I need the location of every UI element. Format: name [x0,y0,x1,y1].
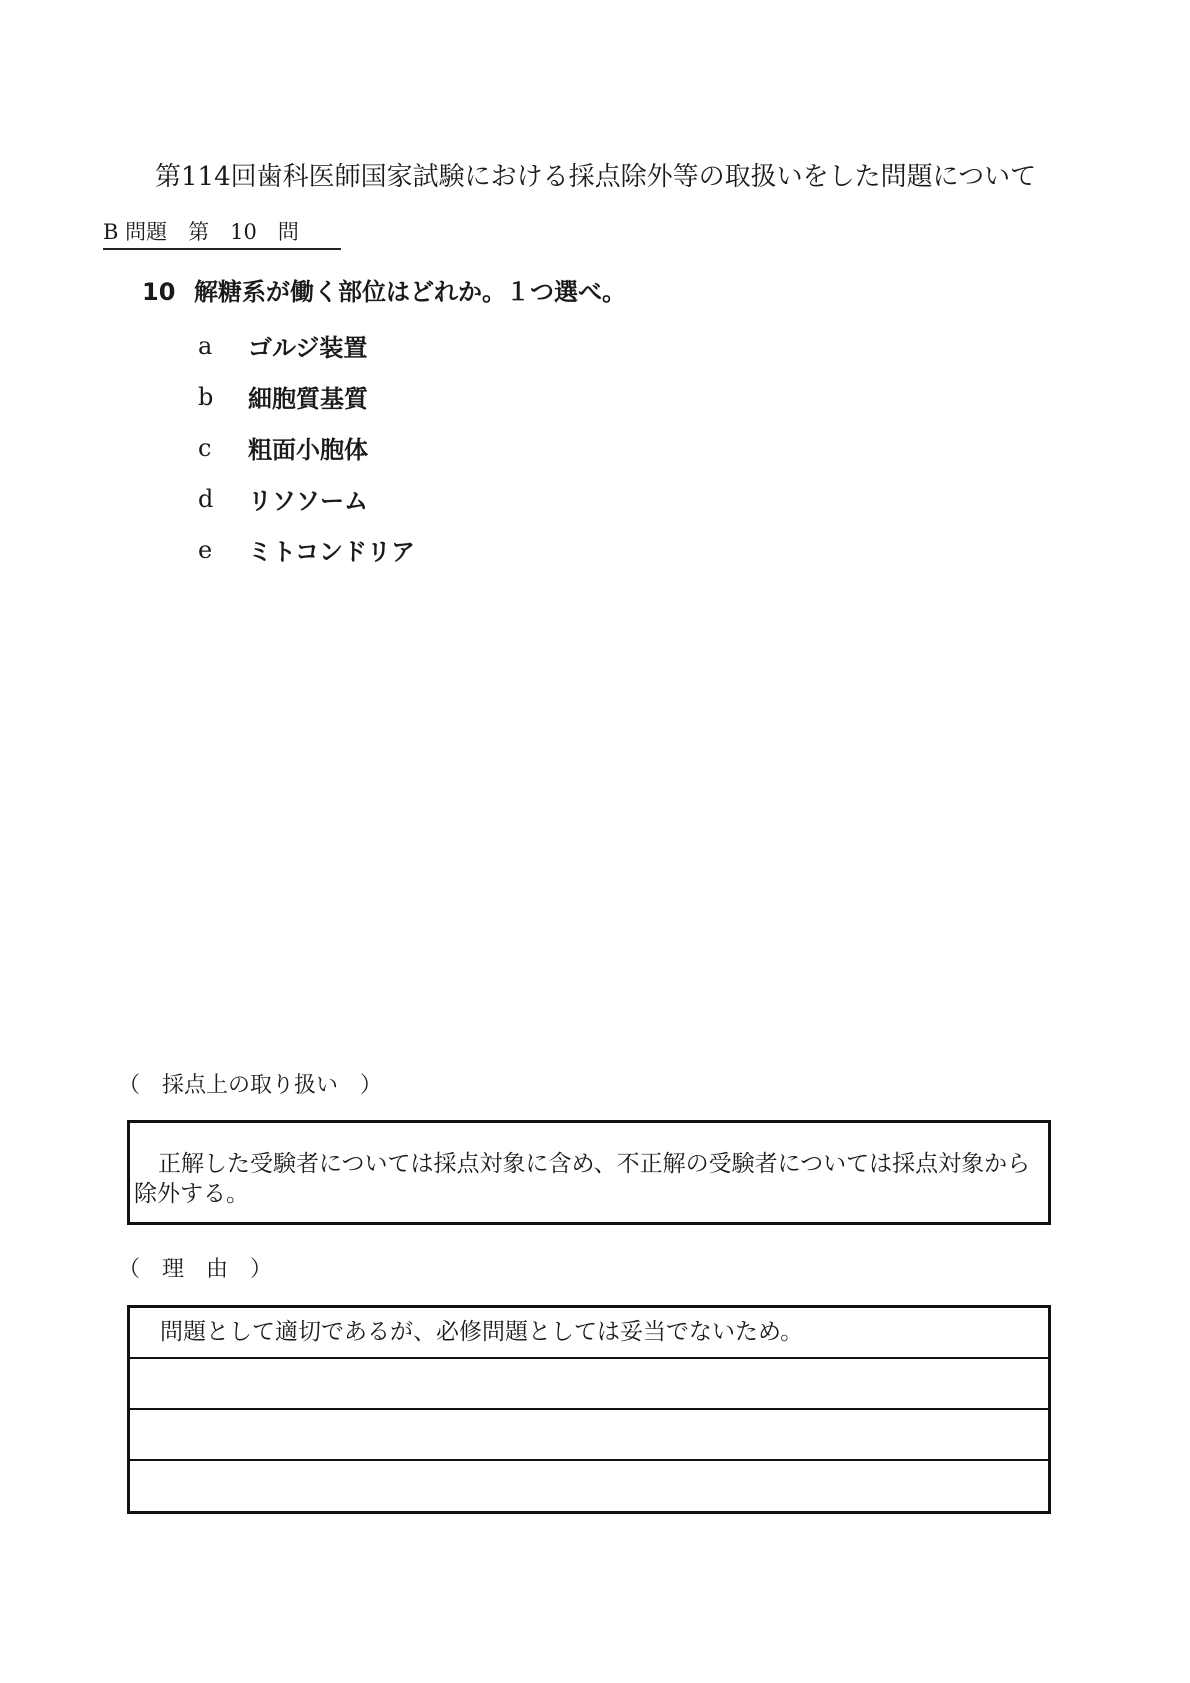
choice-letter: d [198,484,214,513]
reason-section-label: （ 理 由 ） [118,1257,273,1282]
choice-text: ゴルジ装置 [248,334,368,362]
choice-letter: b [198,382,214,411]
reason-row [130,1461,1048,1512]
page-title: 第114回歯科医師国家試験における採点除外等の取扱いをした問題について [155,162,1037,192]
handling-box [127,1120,1051,1225]
choice-list [198,320,415,575]
reason-row [130,1410,1048,1461]
reason-box [127,1305,1051,1514]
choice-letter: c [198,433,212,462]
choice-text: ミトコンドリア [248,538,416,566]
question-reference: B 問題 第 10 問 [103,216,341,250]
question-number: 10 [142,278,176,306]
reason-row: 問題として適切であるが、必修問題としては妥当でないため。 [130,1308,1048,1359]
choice-e [198,524,415,575]
choice-d [198,473,415,524]
question-stem [142,272,626,307]
choice-c [198,422,415,473]
choice-text: リソソーム [248,487,368,515]
reason-row [130,1359,1048,1410]
handling-text: 正解した受験者については採点対象に含め、不正解の受験者については採点対象から除外する。 [134,1151,1031,1207]
handling-section-label: （ 採点上の取り扱い ） [118,1073,383,1098]
choice-text: 粗面小胞体 [248,436,368,464]
choice-text: 細胞質基質 [248,385,368,413]
choice-b [198,371,415,422]
choice-a [198,320,415,371]
question-text: 解糖系が働く部位はどれか。１つ選べ。 [194,278,626,306]
choice-letter: e [198,535,213,564]
choice-letter: a [198,331,213,360]
